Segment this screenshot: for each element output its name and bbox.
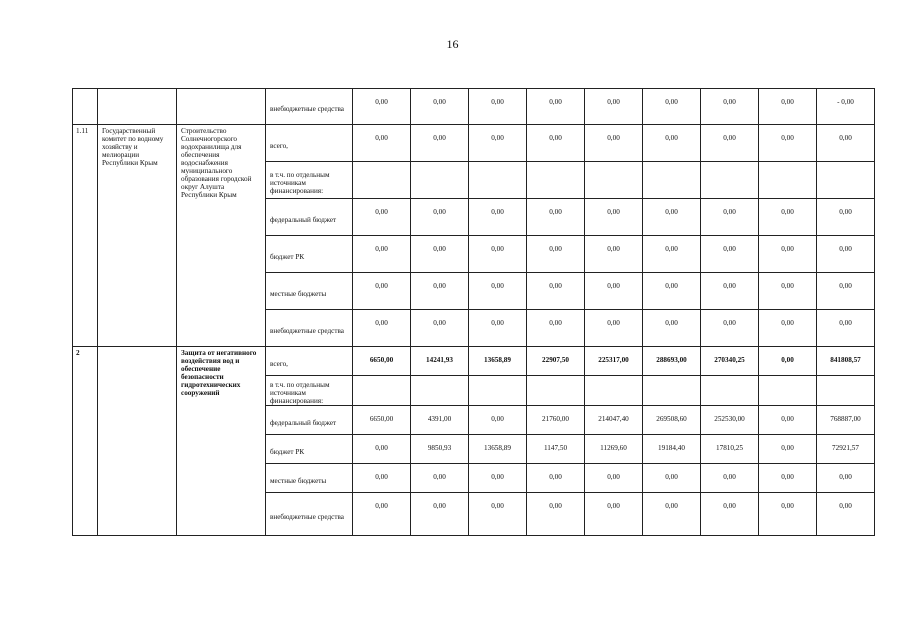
value-cell — [411, 162, 469, 199]
value-cell: 0,00 — [469, 89, 527, 125]
value-cell — [469, 162, 527, 199]
value-cell: 0,00 — [817, 199, 875, 236]
value-cell — [701, 376, 759, 406]
value-cell: 9850,93 — [411, 435, 469, 464]
value-cell: 0,00 — [817, 236, 875, 273]
value-cell: 0,00 — [527, 199, 585, 236]
value-cell: 214047,40 — [585, 406, 643, 435]
value-cell: 0,00 — [527, 493, 585, 536]
value-cell: 0,00 — [353, 464, 411, 493]
source-cell: бюджет РК — [266, 236, 353, 273]
executor-cell — [98, 89, 177, 125]
value-cell: 0,00 — [701, 236, 759, 273]
source-cell: местные бюджеты — [266, 273, 353, 310]
value-cell: 0,00 — [585, 310, 643, 347]
executor-cell: Государственный комитет по водному хозяйству и мелиорации Республики Крым — [98, 125, 177, 347]
name-cell: Защита от негативного воздействия вод и обеспечение безопасности гидротехнических сооружений — [177, 347, 266, 536]
value-cell: 0,00 — [411, 125, 469, 162]
value-cell: 0,00 — [759, 435, 817, 464]
value-cell: 17810,25 — [701, 435, 759, 464]
source-cell: федеральный бюджет — [266, 199, 353, 236]
value-cell — [585, 162, 643, 199]
value-cell: 0,00 — [759, 493, 817, 536]
value-cell: 269508,60 — [643, 406, 701, 435]
value-cell: 0,00 — [701, 273, 759, 310]
value-cell: 0,00 — [469, 310, 527, 347]
value-cell: 0,00 — [469, 199, 527, 236]
value-cell: 0,00 — [585, 125, 643, 162]
value-cell: 0,00 — [643, 89, 701, 125]
value-cell: 0,00 — [643, 493, 701, 536]
value-cell: 0,00 — [353, 125, 411, 162]
value-cell: 14241,93 — [411, 347, 469, 376]
value-cell: 0,00 — [469, 493, 527, 536]
value-cell: 0,00 — [585, 493, 643, 536]
value-cell: 0,00 — [817, 464, 875, 493]
value-cell — [817, 376, 875, 406]
value-cell: 0,00 — [701, 464, 759, 493]
value-cell: 6650,00 — [353, 406, 411, 435]
value-cell: 0,00 — [701, 199, 759, 236]
value-cell: 0,00 — [527, 310, 585, 347]
value-cell: 0,00 — [353, 273, 411, 310]
value-cell: 0,00 — [411, 464, 469, 493]
value-cell: 0,00 — [759, 236, 817, 273]
value-cell: 0,00 — [411, 273, 469, 310]
table-row — [73, 89, 875, 125]
value-cell: 0,00 — [759, 406, 817, 435]
value-cell: 0,00 — [469, 125, 527, 162]
value-cell: 0,00 — [759, 125, 817, 162]
value-cell: 288693,00 — [643, 347, 701, 376]
value-cell: 0,00 — [411, 199, 469, 236]
source-cell: бюджет РК — [266, 435, 353, 464]
source-cell: всего, — [266, 125, 353, 162]
value-cell: 22907,50 — [527, 347, 585, 376]
value-cell: 0,00 — [585, 464, 643, 493]
value-cell: 0,00 — [353, 435, 411, 464]
value-cell: 0,00 — [585, 89, 643, 125]
value-cell: 0,00 — [759, 464, 817, 493]
value-cell: 0,00 — [411, 236, 469, 273]
value-cell — [701, 162, 759, 199]
value-cell: 768887,00 — [817, 406, 875, 435]
value-cell: 0,00 — [817, 493, 875, 536]
value-cell: 0,00 — [411, 310, 469, 347]
value-cell: - 0,00 — [817, 89, 875, 125]
value-cell: 252530,00 — [701, 406, 759, 435]
source-cell: федеральный бюджет — [266, 406, 353, 435]
value-cell: 4391,00 — [411, 406, 469, 435]
executor-cell — [98, 347, 177, 536]
value-cell: 0,00 — [643, 236, 701, 273]
name-cell — [177, 89, 266, 125]
value-cell: 0,00 — [701, 125, 759, 162]
name-cell: Строительство Солнечногорского водохранилища для обеспечения водоснабжения муниципального образования городской округ Алушта Республики Крым — [177, 125, 266, 347]
value-cell: 841808,57 — [817, 347, 875, 376]
value-cell: 21760,00 — [527, 406, 585, 435]
value-cell: 0,00 — [527, 89, 585, 125]
value-cell: 0,00 — [643, 464, 701, 493]
value-cell: 0,00 — [527, 236, 585, 273]
value-cell: 72921,57 — [817, 435, 875, 464]
value-cell: 270340,25 — [701, 347, 759, 376]
value-cell — [353, 162, 411, 199]
value-cell: 11269,60 — [585, 435, 643, 464]
source-cell: местные бюджеты — [266, 464, 353, 493]
value-cell: 0,00 — [469, 406, 527, 435]
value-cell: 0,00 — [411, 89, 469, 125]
value-cell: 0,00 — [527, 273, 585, 310]
value-cell — [527, 162, 585, 199]
value-cell: 0,00 — [585, 236, 643, 273]
value-cell: 0,00 — [817, 273, 875, 310]
source-cell: внебюджетные средства — [266, 493, 353, 536]
value-cell: 0,00 — [353, 310, 411, 347]
value-cell: 0,00 — [527, 464, 585, 493]
value-cell: 0,00 — [353, 89, 411, 125]
value-cell: 13658,89 — [469, 435, 527, 464]
value-cell: 0,00 — [469, 464, 527, 493]
value-cell: 0,00 — [701, 310, 759, 347]
value-cell: 0,00 — [759, 89, 817, 125]
value-cell: 1147,50 — [527, 435, 585, 464]
value-cell — [759, 376, 817, 406]
value-cell: 0,00 — [353, 199, 411, 236]
value-cell — [643, 162, 701, 199]
value-cell: 0,00 — [353, 236, 411, 273]
number-cell: 2 — [73, 347, 98, 536]
budget-table — [72, 88, 875, 536]
value-cell — [353, 376, 411, 406]
value-cell — [527, 376, 585, 406]
value-cell: 0,00 — [643, 125, 701, 162]
value-cell: 0,00 — [701, 89, 759, 125]
value-cell: 13658,89 — [469, 347, 527, 376]
value-cell — [585, 376, 643, 406]
value-cell: 0,00 — [353, 493, 411, 536]
value-cell: 0,00 — [643, 273, 701, 310]
value-cell: 0,00 — [527, 125, 585, 162]
value-cell: 0,00 — [469, 236, 527, 273]
value-cell: 19184,40 — [643, 435, 701, 464]
value-cell: 0,00 — [701, 493, 759, 536]
value-cell — [469, 376, 527, 406]
value-cell: 0,00 — [643, 199, 701, 236]
source-cell: внебюджетные средства — [266, 89, 353, 125]
value-cell: 225317,00 — [585, 347, 643, 376]
table-row — [73, 347, 875, 376]
value-cell: 0,00 — [585, 273, 643, 310]
source-cell: в т.ч. по отдельным источникам финансирования: — [266, 376, 353, 406]
value-cell: 0,00 — [817, 310, 875, 347]
table-row — [73, 125, 875, 162]
value-cell — [411, 376, 469, 406]
source-cell: внебюджетные средства — [266, 310, 353, 347]
source-cell: в т.ч. по отдельным источникам финансирования: — [266, 162, 353, 199]
number-cell: 1.11 — [73, 125, 98, 347]
value-cell: 0,00 — [411, 493, 469, 536]
value-cell: 0,00 — [643, 310, 701, 347]
value-cell: 0,00 — [759, 347, 817, 376]
number-cell — [73, 89, 98, 125]
page-number: 16 — [446, 37, 459, 51]
value-cell: 0,00 — [817, 125, 875, 162]
value-cell: 6650,00 — [353, 347, 411, 376]
value-cell: 0,00 — [469, 273, 527, 310]
source-cell: всего, — [266, 347, 353, 376]
value-cell: 0,00 — [759, 199, 817, 236]
value-cell — [817, 162, 875, 199]
value-cell: 0,00 — [585, 199, 643, 236]
value-cell — [759, 162, 817, 199]
value-cell — [643, 376, 701, 406]
value-cell: 0,00 — [759, 273, 817, 310]
value-cell: 0,00 — [759, 310, 817, 347]
